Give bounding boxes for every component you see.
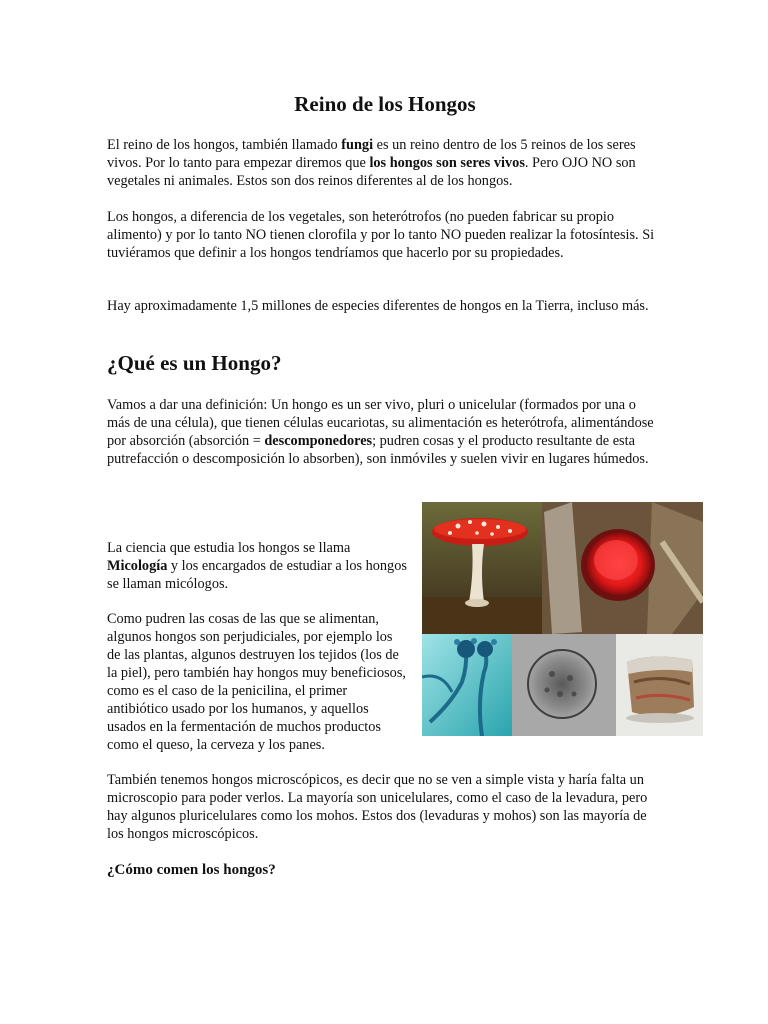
bold-term-descomponedores: descomponedores [264, 433, 373, 449]
yeast-microscopic-photo [512, 634, 616, 736]
definition-paragraph [107, 396, 655, 468]
amanita-mushroom-photo [422, 502, 542, 634]
text-span: . Pero OJO NO son vegetales ni animales. Estos son dos reinos diferentes al de los hongos. [107, 155, 636, 189]
moldy-object-photo [616, 634, 703, 736]
heterotrophs-paragraph: Los hongos, a diferencia de los vegetales, son heterótrofos (no pueden fabricar su propio alimento) y por lo tanto NO tienen clorofila y por lo tanto NO pueden realizar la fotosíntesis. Si tuviéramos que definir a los hongos tendríamos que hacerlo por su propiedades. [107, 209, 655, 261]
bold-term-seres-vivos: los hongos son seres vivos [369, 155, 525, 171]
intro-paragraph [107, 136, 655, 190]
text-span: y los encargados de estudiar a los hongos se llaman micólogos. [107, 558, 407, 592]
fungi-photo-collage [422, 502, 703, 736]
text-span: La ciencia que estudia los hongos se llama [107, 540, 351, 556]
text-span: es un reino dentro de los 5 reinos de los seres vivos. Por lo tanto para empezar diremos que [107, 137, 636, 171]
page-title: Reino de los Hongos [294, 92, 476, 116]
text-span: Vamos a dar una definición: Un hongo es un ser vivo, pluri o unicelular (formados por una o más de una célula), que tienen células eucariotas, su alimentación es heterótrofa, alimentándose por absorción (absorción = [107, 397, 654, 449]
section-heading-que-es: ¿Qué es un Hongo? [107, 351, 282, 375]
fungi-photo-collage-image [422, 502, 703, 736]
text-span: El reino de los hongos, también llamado [107, 137, 342, 153]
harmful-beneficial-paragraph: Como pudren las cosas de las que se alimentan, algunos hongos son perjudiciales, por ejemplo los de las plantas, algunos destruyen los tejidos (los de la piel), pero también hay hongos muy beneficiosos, como es el caso de la penicilina, el primer antibiótico usado por los humanos, y aquellos usados en la fermentación de muchos productos como el queso, la cerveza y los panes. [107, 611, 406, 753]
bold-term-fungi: fungi [341, 137, 374, 153]
penicillium-microscopic-photo [422, 634, 512, 736]
micologia-paragraph [107, 539, 407, 593]
scarlet-cup-fungus-photo [542, 502, 703, 634]
microscopic-fungi-paragraph: También tenemos hongos microscópicos, es decir que no se ven a simple vista y haría falta un microscopio para poder verlos. La mayoría son unicelulares, como el caso de la levadura, pero hay algunos pluricelulares como los mohos. Estos dos (levaduras y mohos) son las mayoría de los hongos microscópicos. [107, 772, 648, 842]
text-span: ; pudren cosas y el producto resultante de esta putrefacción o descomposición lo absorben), son inmóviles y suelen vivir en lugares húmedos. [107, 433, 649, 467]
bold-term-micologia: Micología [107, 558, 168, 574]
section-heading-como-comen: ¿Cómo comen los hongos? [107, 862, 276, 878]
species-count-paragraph: Hay aproximadamente 1,5 millones de especies diferentes de hongos en la Tierra, incluso más. [107, 298, 649, 314]
